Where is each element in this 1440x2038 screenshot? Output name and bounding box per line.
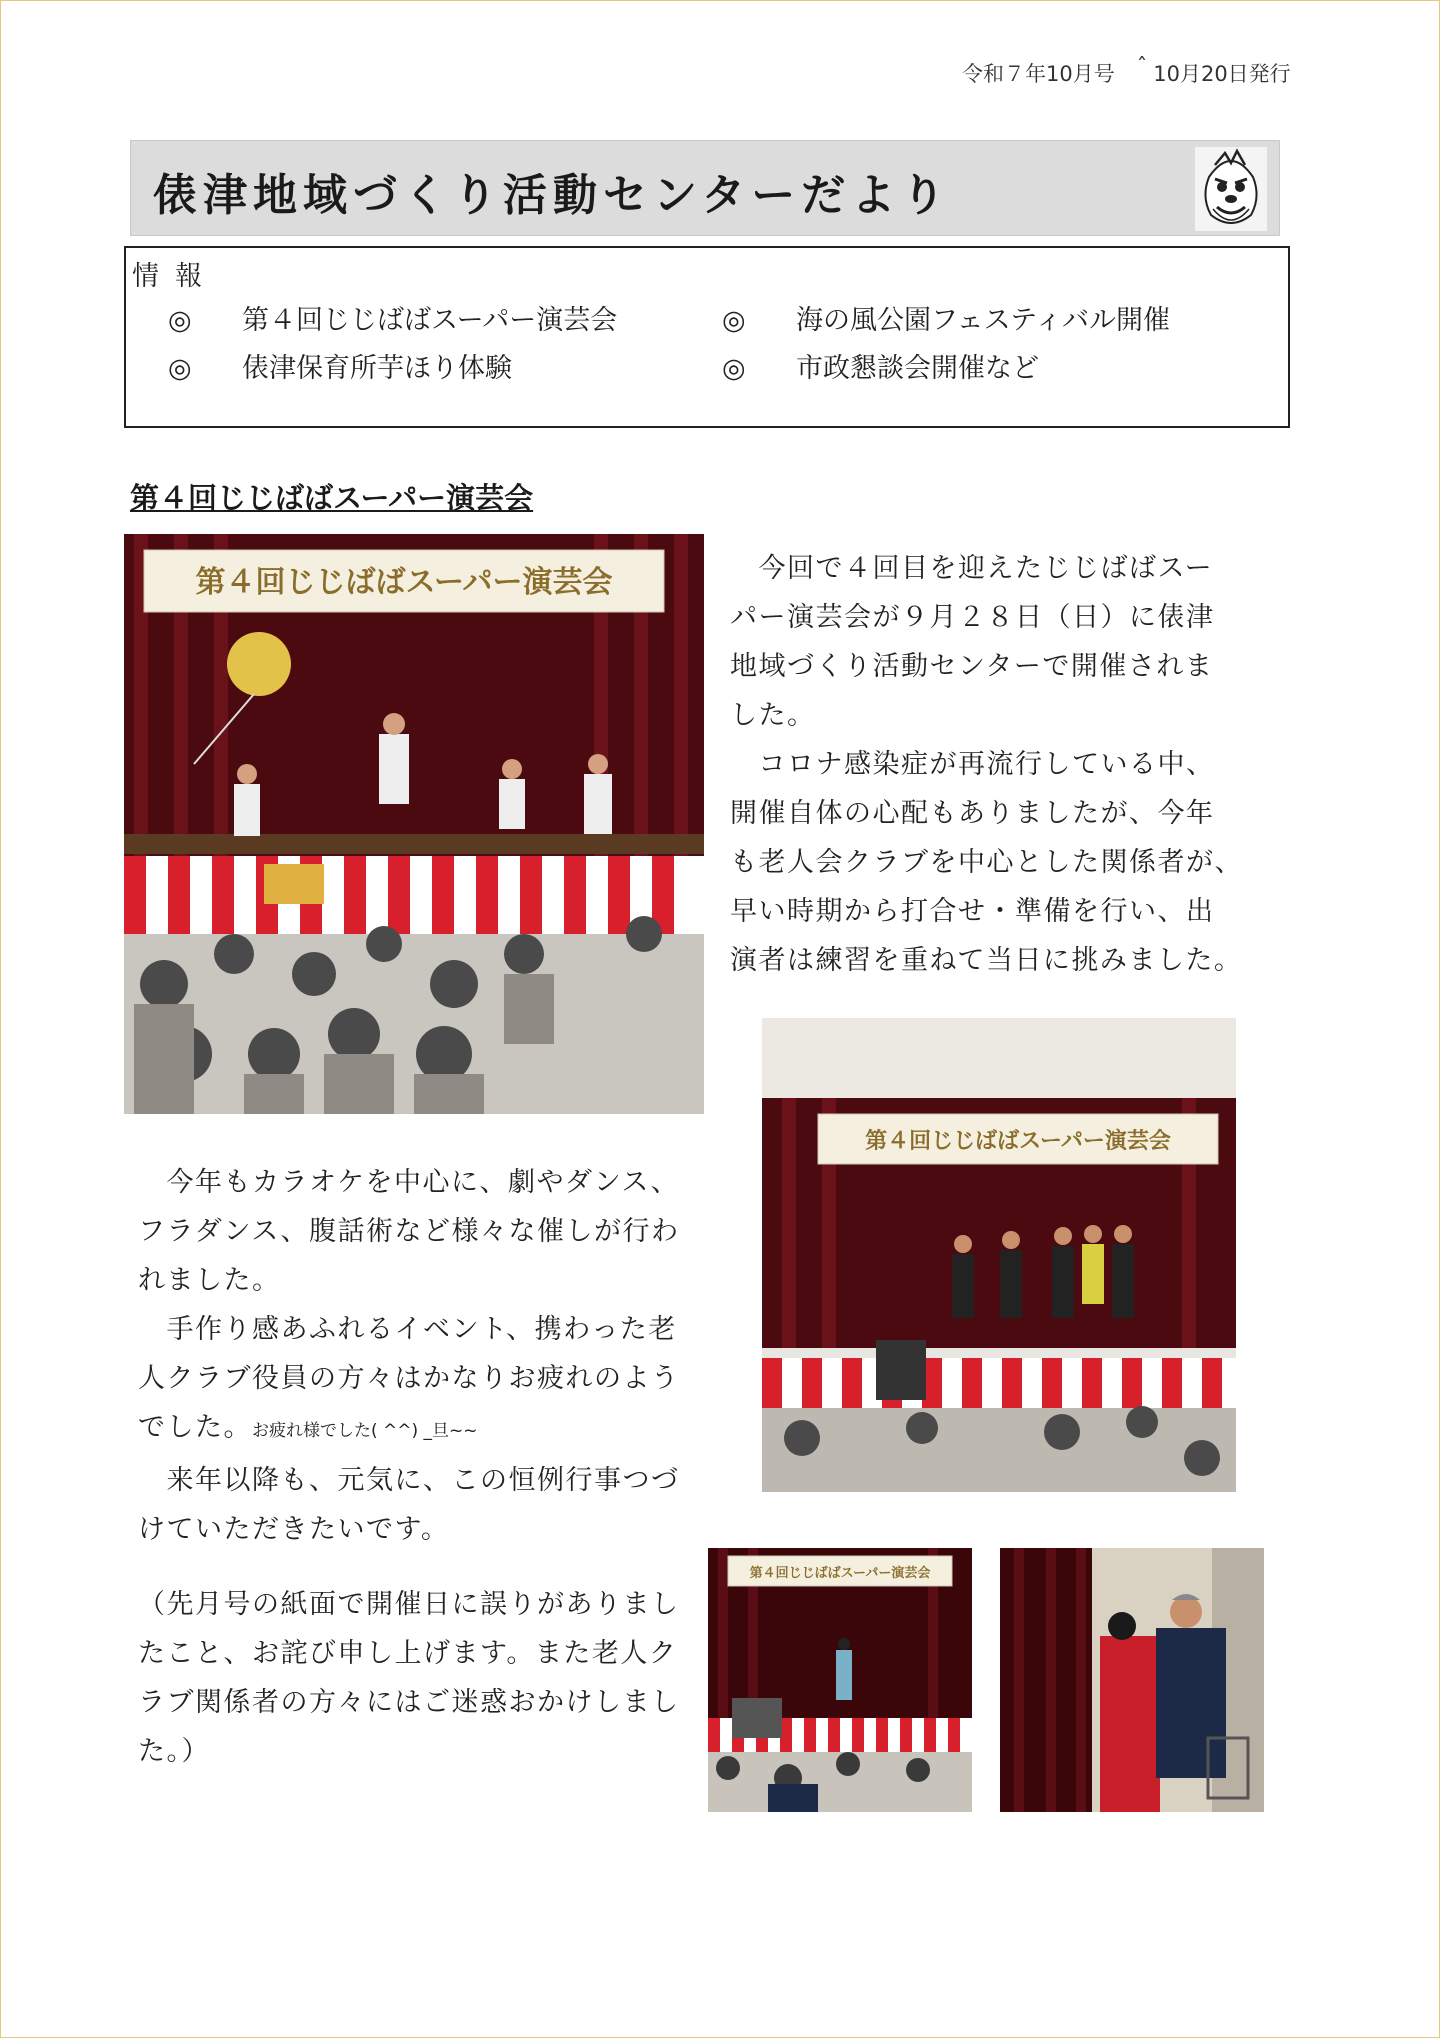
intro-paragraph <box>730 544 1250 985</box>
banner-text: 第４回じじばばスーパー演芸会 <box>749 1566 931 1581</box>
bullet-mark: ◎ <box>722 305 746 336</box>
stage-photo-singer <box>708 1548 972 1812</box>
bullet-mark: ◎ <box>168 305 192 336</box>
mascot-illustration <box>1195 147 1267 231</box>
issue-date <box>962 54 1291 88</box>
text-line: でした。お疲れ様でした( ^^) _旦~~ <box>138 1412 478 1443</box>
stage-photo-dancers <box>762 1018 1236 1492</box>
ventriloquism-photo <box>1000 1548 1264 1812</box>
text-line: 早い時期から打合せ・準備を行い、出 <box>730 896 1215 927</box>
banner-text: 第４回じじばばスーパー演芸会 <box>865 1129 1171 1154</box>
issue-number: 令和７年10月号 <box>962 62 1115 86</box>
info-item-label: 海の風公園フェスティバル開催 <box>796 305 1170 336</box>
text-line: 今年もカラオケを中心に、劇やダンス、 <box>166 1167 680 1198</box>
text-line: 今回で４回目を迎えたじじばばスー <box>758 553 1214 584</box>
info-item-label: 第４回じじばばスーパー演芸会 <box>242 305 618 336</box>
text-line: ラブ関係者の方々にはご迷惑おかけしまし <box>138 1687 680 1718</box>
program-paragraph <box>138 1158 698 1554</box>
publish-date: 10月20日発行 <box>1153 62 1291 86</box>
text-line: 演者は練習を重ねて当日に挑みました。 <box>730 945 1243 976</box>
text-line: 来年以降も、元気に、この恒例行事つづ <box>166 1465 680 1496</box>
text-line: した。 <box>730 700 816 731</box>
text-line: パー演芸会が９月２８日（日）に俵津 <box>730 602 1215 633</box>
info-item-label: 市政懇談会開催など <box>796 353 1039 384</box>
text-line: も老人会クラブを中心とした関係者が、 <box>730 847 1243 878</box>
text-line: 手作り感あふれるイベント、携わった老 <box>166 1314 677 1345</box>
title-banner <box>130 140 1280 236</box>
text-line: 人クラブ役員の方々はかなりお疲れのよう <box>138 1363 680 1394</box>
section-heading: 第４回じじばばスーパー演芸会 <box>130 481 534 515</box>
text-line: たこと、お詫び申し上げます。また老人ク <box>138 1638 678 1669</box>
text-line: 地域づくり活動センターで開催されま <box>730 651 1214 682</box>
info-item-label: 俵津保育所芋ほり体験 <box>242 353 512 384</box>
info-box <box>124 246 1290 428</box>
info-heading: 情報 <box>132 261 218 292</box>
bullet-mark: ◎ <box>168 353 192 384</box>
text-line: フラダンス、腹話術など様々な催しが行わ <box>138 1216 680 1247</box>
text-line: れました。 <box>138 1265 281 1296</box>
info-item <box>722 298 1170 337</box>
caret-mark: ˆ <box>1136 54 1148 78</box>
text-line: 開催自体の心配もありましたが、今年 <box>730 798 1215 829</box>
banner-text: 第４回じじばばスーパー演芸会 <box>195 565 613 600</box>
info-item <box>168 346 512 385</box>
text-line: た。） <box>138 1736 210 1767</box>
stage-photo-main <box>124 534 704 1114</box>
newsletter-title: 俵津地域づくり活動センターだより <box>153 170 952 221</box>
info-item <box>168 298 617 337</box>
emoticon-note: お疲れ様でした( ^^) _旦~~ <box>252 1421 478 1441</box>
info-item <box>722 346 1039 385</box>
text-line: コロナ感染症が再流行している中、 <box>758 749 1215 780</box>
text-line: けていただきたいです。 <box>138 1514 450 1545</box>
correction-paragraph <box>138 1580 698 1776</box>
bullet-mark: ◎ <box>722 353 746 384</box>
text-line: （先月号の紙面で開催日に誤りがありまし <box>138 1589 680 1620</box>
